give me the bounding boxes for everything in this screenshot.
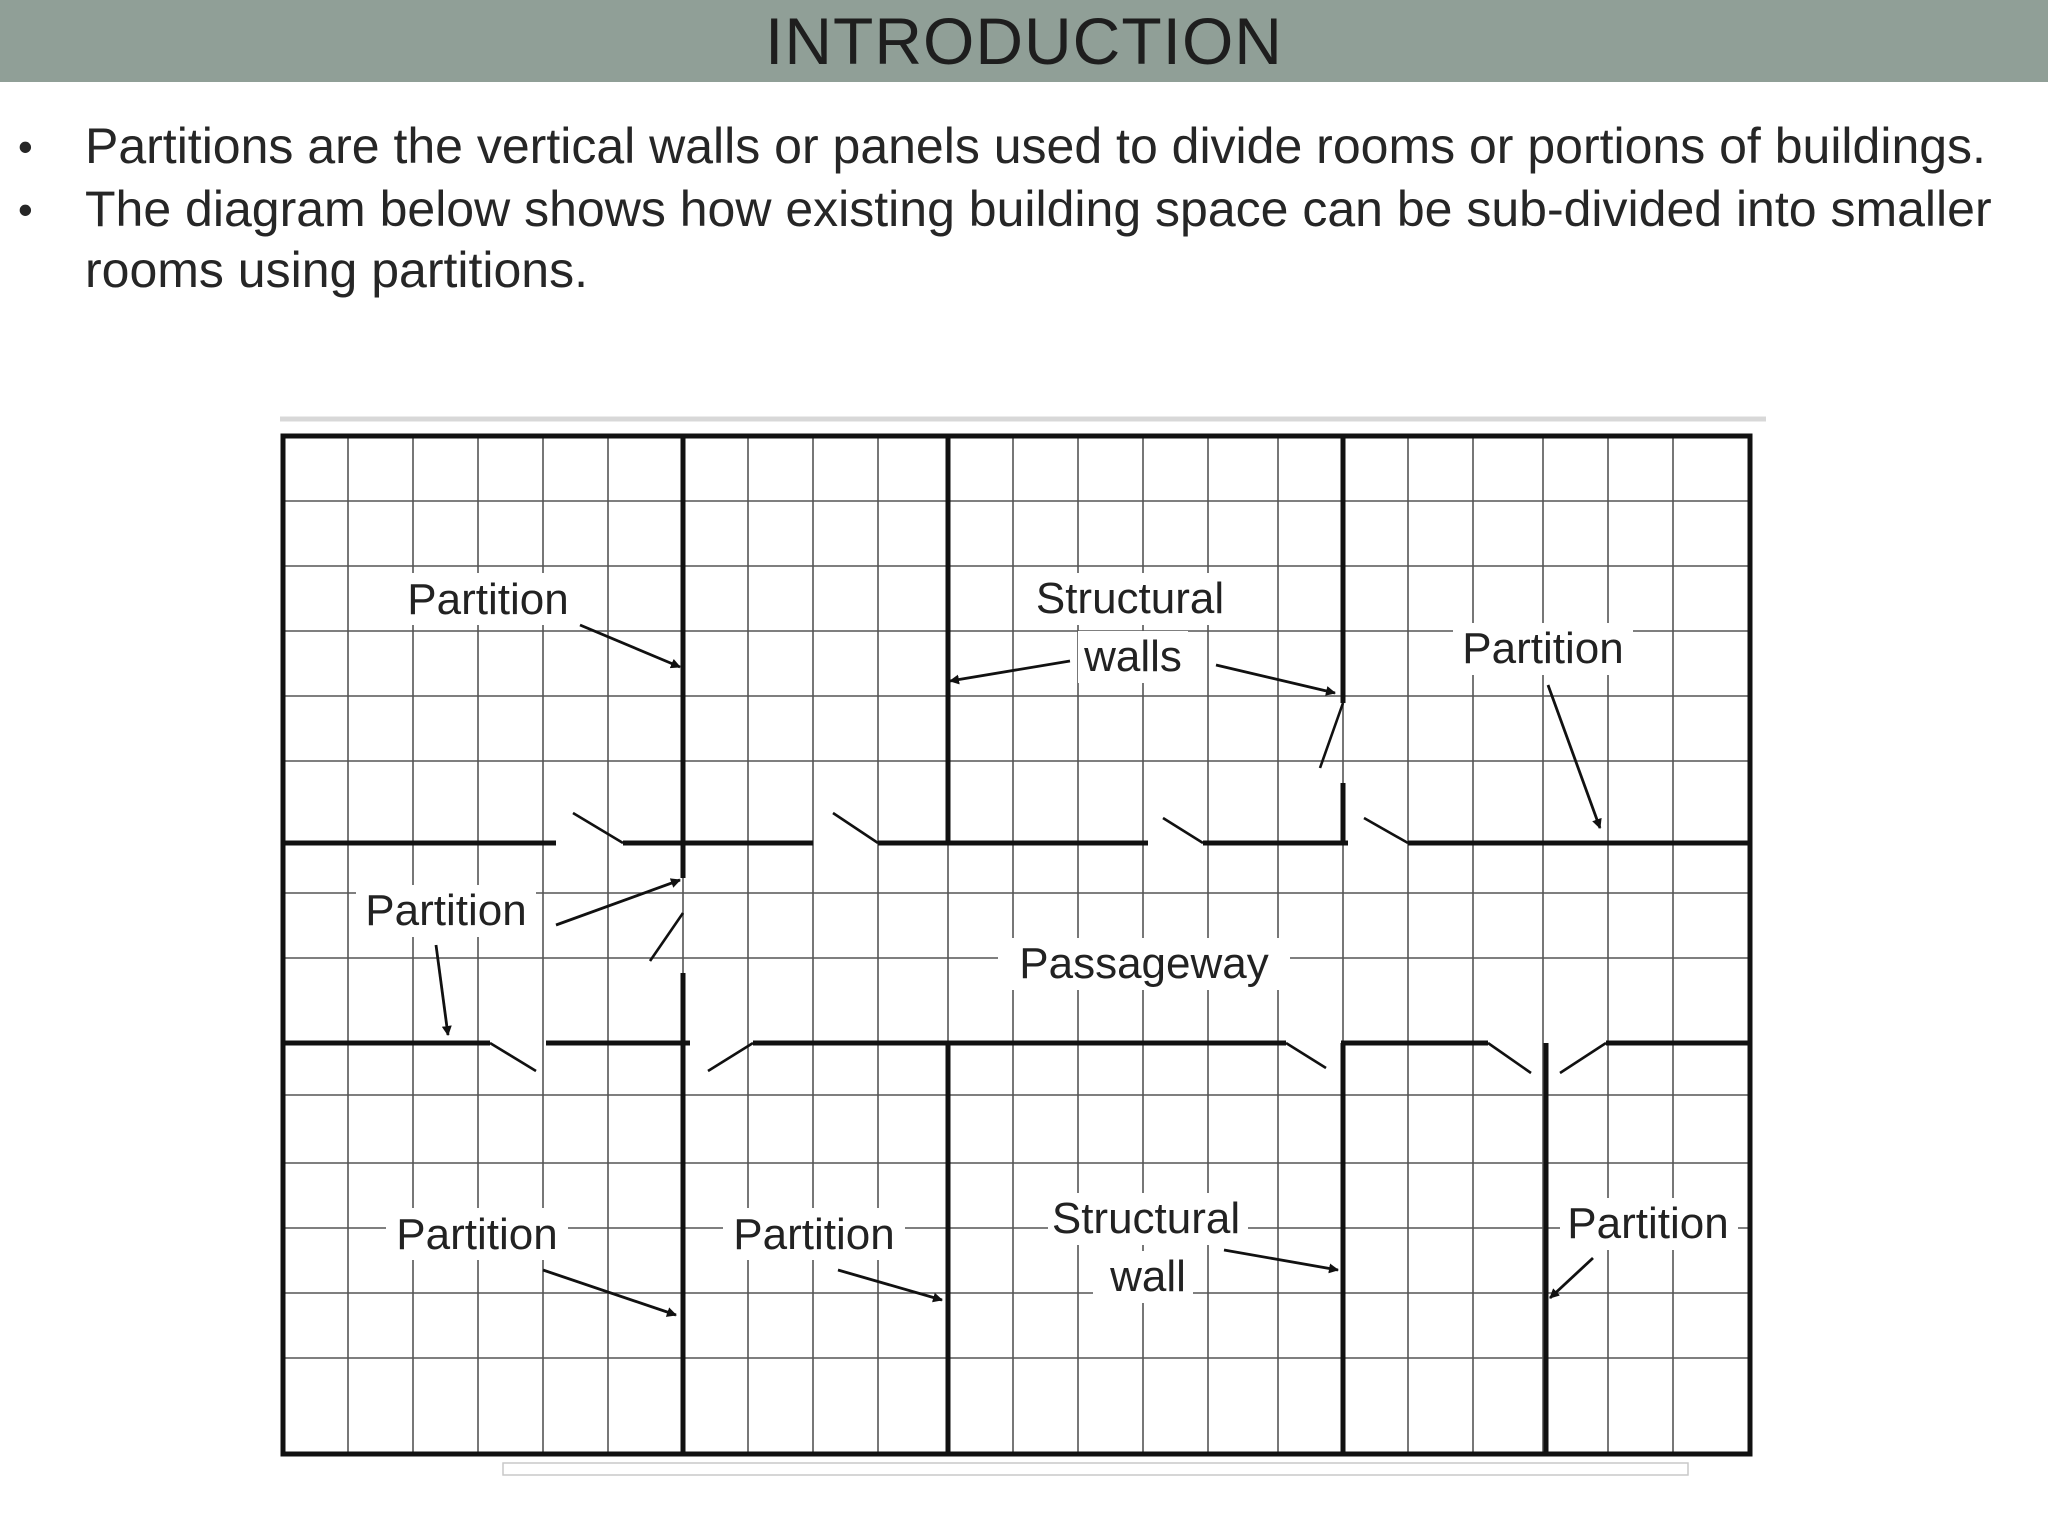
bullet-list: [0, 116, 2000, 303]
label-partition-top-left: Partition: [407, 575, 569, 624]
label-partition-bottom-2: Partition: [733, 1210, 895, 1259]
bullet-text: The diagram below shows how existing building space can be sub-divided into smaller rooms using partitions.: [85, 181, 1992, 298]
label-partition-bottom-1: Partition: [396, 1210, 558, 1259]
floor-plan-diagram: [278, 413, 1768, 1483]
bullet-dot: •: [18, 123, 33, 170]
floor-plan-svg: [278, 413, 1768, 1483]
bullet-text: Partitions are the vertical walls or panels used to divide rooms or portions of buildings.: [85, 118, 1986, 174]
bullet-dot: •: [18, 186, 33, 233]
label-partition-mid-left: Partition: [365, 886, 527, 935]
bullet-item: [0, 179, 2000, 301]
label-structural-wall-2: wall: [1110, 1252, 1186, 1301]
bullet-item: [0, 116, 2000, 177]
label-passageway: Passageway: [1019, 939, 1269, 988]
slide-title: INTRODUCTION: [765, 4, 1283, 78]
label-structural-walls-1: Structural: [1035, 574, 1225, 623]
label-partition-top-right: Partition: [1462, 624, 1624, 673]
label-structural-wall-1: Structural: [1051, 1194, 1241, 1243]
label-partition-bottom-right: Partition: [1567, 1199, 1729, 1248]
label-structural-walls-2: walls: [1084, 632, 1182, 681]
